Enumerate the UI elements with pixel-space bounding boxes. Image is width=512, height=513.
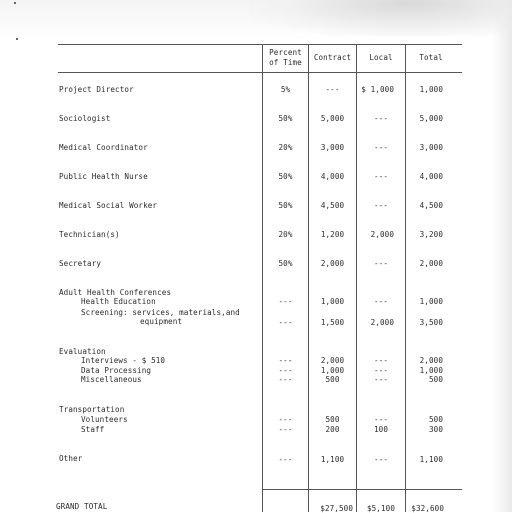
- row-local: ---: [373, 366, 388, 375]
- row-label: Secretary: [59, 259, 102, 268]
- row-label: Other: [59, 454, 83, 463]
- row-label: Medical Coordinator: [59, 143, 148, 152]
- row-label: Public Health Nurse: [59, 172, 148, 181]
- row-contract: 1,500: [320, 318, 345, 327]
- row-contract: 1,000: [320, 366, 345, 375]
- row-contract: 1,100: [320, 455, 345, 464]
- scan-mark: [14, 2, 16, 4]
- row-contract: 1,000: [320, 297, 345, 306]
- row-local: 100: [373, 425, 388, 434]
- row-local: 2,000: [370, 318, 394, 327]
- row-contract: 4,500: [320, 201, 345, 210]
- row-label: Data Processing: [81, 366, 152, 375]
- row-total: 3,000: [419, 143, 443, 152]
- row-local: ---: [373, 297, 388, 306]
- row-percent: 20%: [278, 230, 293, 239]
- row-percent: 50%: [278, 114, 293, 123]
- row-contract: 5,000: [320, 114, 345, 123]
- header-bottom-rule: [58, 72, 462, 73]
- row-contract: 4,000: [320, 172, 345, 181]
- row-local: 2,000: [370, 230, 394, 239]
- header-total: Total: [419, 53, 443, 62]
- row-contract: 2,000: [320, 259, 345, 268]
- row-percent: 5%: [280, 85, 291, 94]
- row-percent: ---: [278, 297, 293, 306]
- row-label: Interviews - $ 510: [81, 356, 166, 365]
- row-local: ---: [373, 356, 388, 365]
- row-label-continued: equipment: [140, 317, 183, 326]
- row-label: Medical Social Worker: [59, 201, 158, 210]
- row-total: 500: [428, 415, 443, 424]
- row-percent: 20%: [278, 143, 293, 152]
- row-label: Volunteers: [81, 415, 128, 424]
- group-heading: Evaluation: [59, 347, 106, 356]
- row-label: Miscellaneous: [81, 375, 142, 384]
- row-local: ---: [373, 375, 388, 384]
- row-total: 1,100: [419, 455, 443, 464]
- grand-total-rule: [262, 489, 462, 490]
- grand-total-contract: $27,500: [320, 504, 353, 513]
- row-contract: ---: [325, 85, 340, 94]
- row-total: 4,500: [419, 201, 443, 210]
- row-local: ---: [373, 114, 388, 123]
- row-total: 4,000: [419, 172, 443, 181]
- group-heading: Adult Health Conferences: [59, 288, 172, 297]
- row-total: 2,000: [419, 259, 443, 268]
- row-local: ---: [373, 455, 388, 464]
- row-contract: 2,000: [320, 356, 345, 365]
- row-total: 5,000: [419, 114, 443, 123]
- row-total: 1,000: [419, 297, 443, 306]
- row-local: ---: [373, 172, 388, 181]
- row-percent: ---: [278, 455, 293, 464]
- scan-mark: [16, 38, 18, 40]
- group-heading: Transportation: [59, 405, 125, 414]
- grand-total-local: $5,100: [366, 504, 395, 513]
- row-percent: 50%: [278, 172, 293, 181]
- row-percent: ---: [278, 356, 293, 365]
- row-local: ---: [373, 201, 388, 210]
- row-contract: 500: [325, 375, 340, 384]
- grand-total-label: GRAND TOTAL: [56, 502, 108, 511]
- row-percent: ---: [278, 415, 293, 424]
- row-contract: 200: [325, 425, 340, 434]
- row-local: ---: [373, 259, 388, 268]
- row-percent: ---: [278, 318, 293, 327]
- row-label: Staff: [81, 425, 105, 434]
- row-label: Health Education: [81, 297, 156, 306]
- header-percent-line1: Percent: [269, 48, 302, 57]
- row-label: Technician(s): [59, 230, 120, 239]
- header-percent-line2: of Time: [269, 58, 302, 67]
- row-label: Project Director: [59, 85, 134, 94]
- row-contract: 3,000: [320, 143, 345, 152]
- row-local: ---: [373, 143, 388, 152]
- row-contract: 1,200: [320, 230, 345, 239]
- row-total: 2,000: [419, 356, 443, 365]
- row-contract: 500: [325, 415, 340, 424]
- row-total: 1,000: [419, 85, 443, 94]
- row-total: 1,000: [419, 366, 443, 375]
- row-total: 300: [428, 425, 443, 434]
- row-label: Sociologist: [59, 114, 111, 123]
- row-percent: ---: [278, 375, 293, 384]
- row-local: $ 1,000: [361, 85, 394, 94]
- grand-total-total: $32,600: [411, 504, 444, 513]
- row-percent: 50%: [278, 259, 293, 268]
- row-percent: 50%: [278, 201, 293, 210]
- row-total: 500: [428, 375, 443, 384]
- page-edge-shadow: [492, 0, 512, 512]
- row-total: 3,500: [419, 318, 443, 327]
- row-local: ---: [373, 415, 388, 424]
- row-total: 3,200: [419, 230, 443, 239]
- row-percent: ---: [278, 425, 293, 434]
- page-smudge: [250, 0, 512, 36]
- row-label: Screening: services, materials,and: [81, 308, 240, 317]
- table-top-rule: [58, 44, 462, 45]
- row-percent: ---: [278, 366, 293, 375]
- header-contract: Contract: [313, 53, 352, 62]
- header-local: Local: [369, 53, 393, 62]
